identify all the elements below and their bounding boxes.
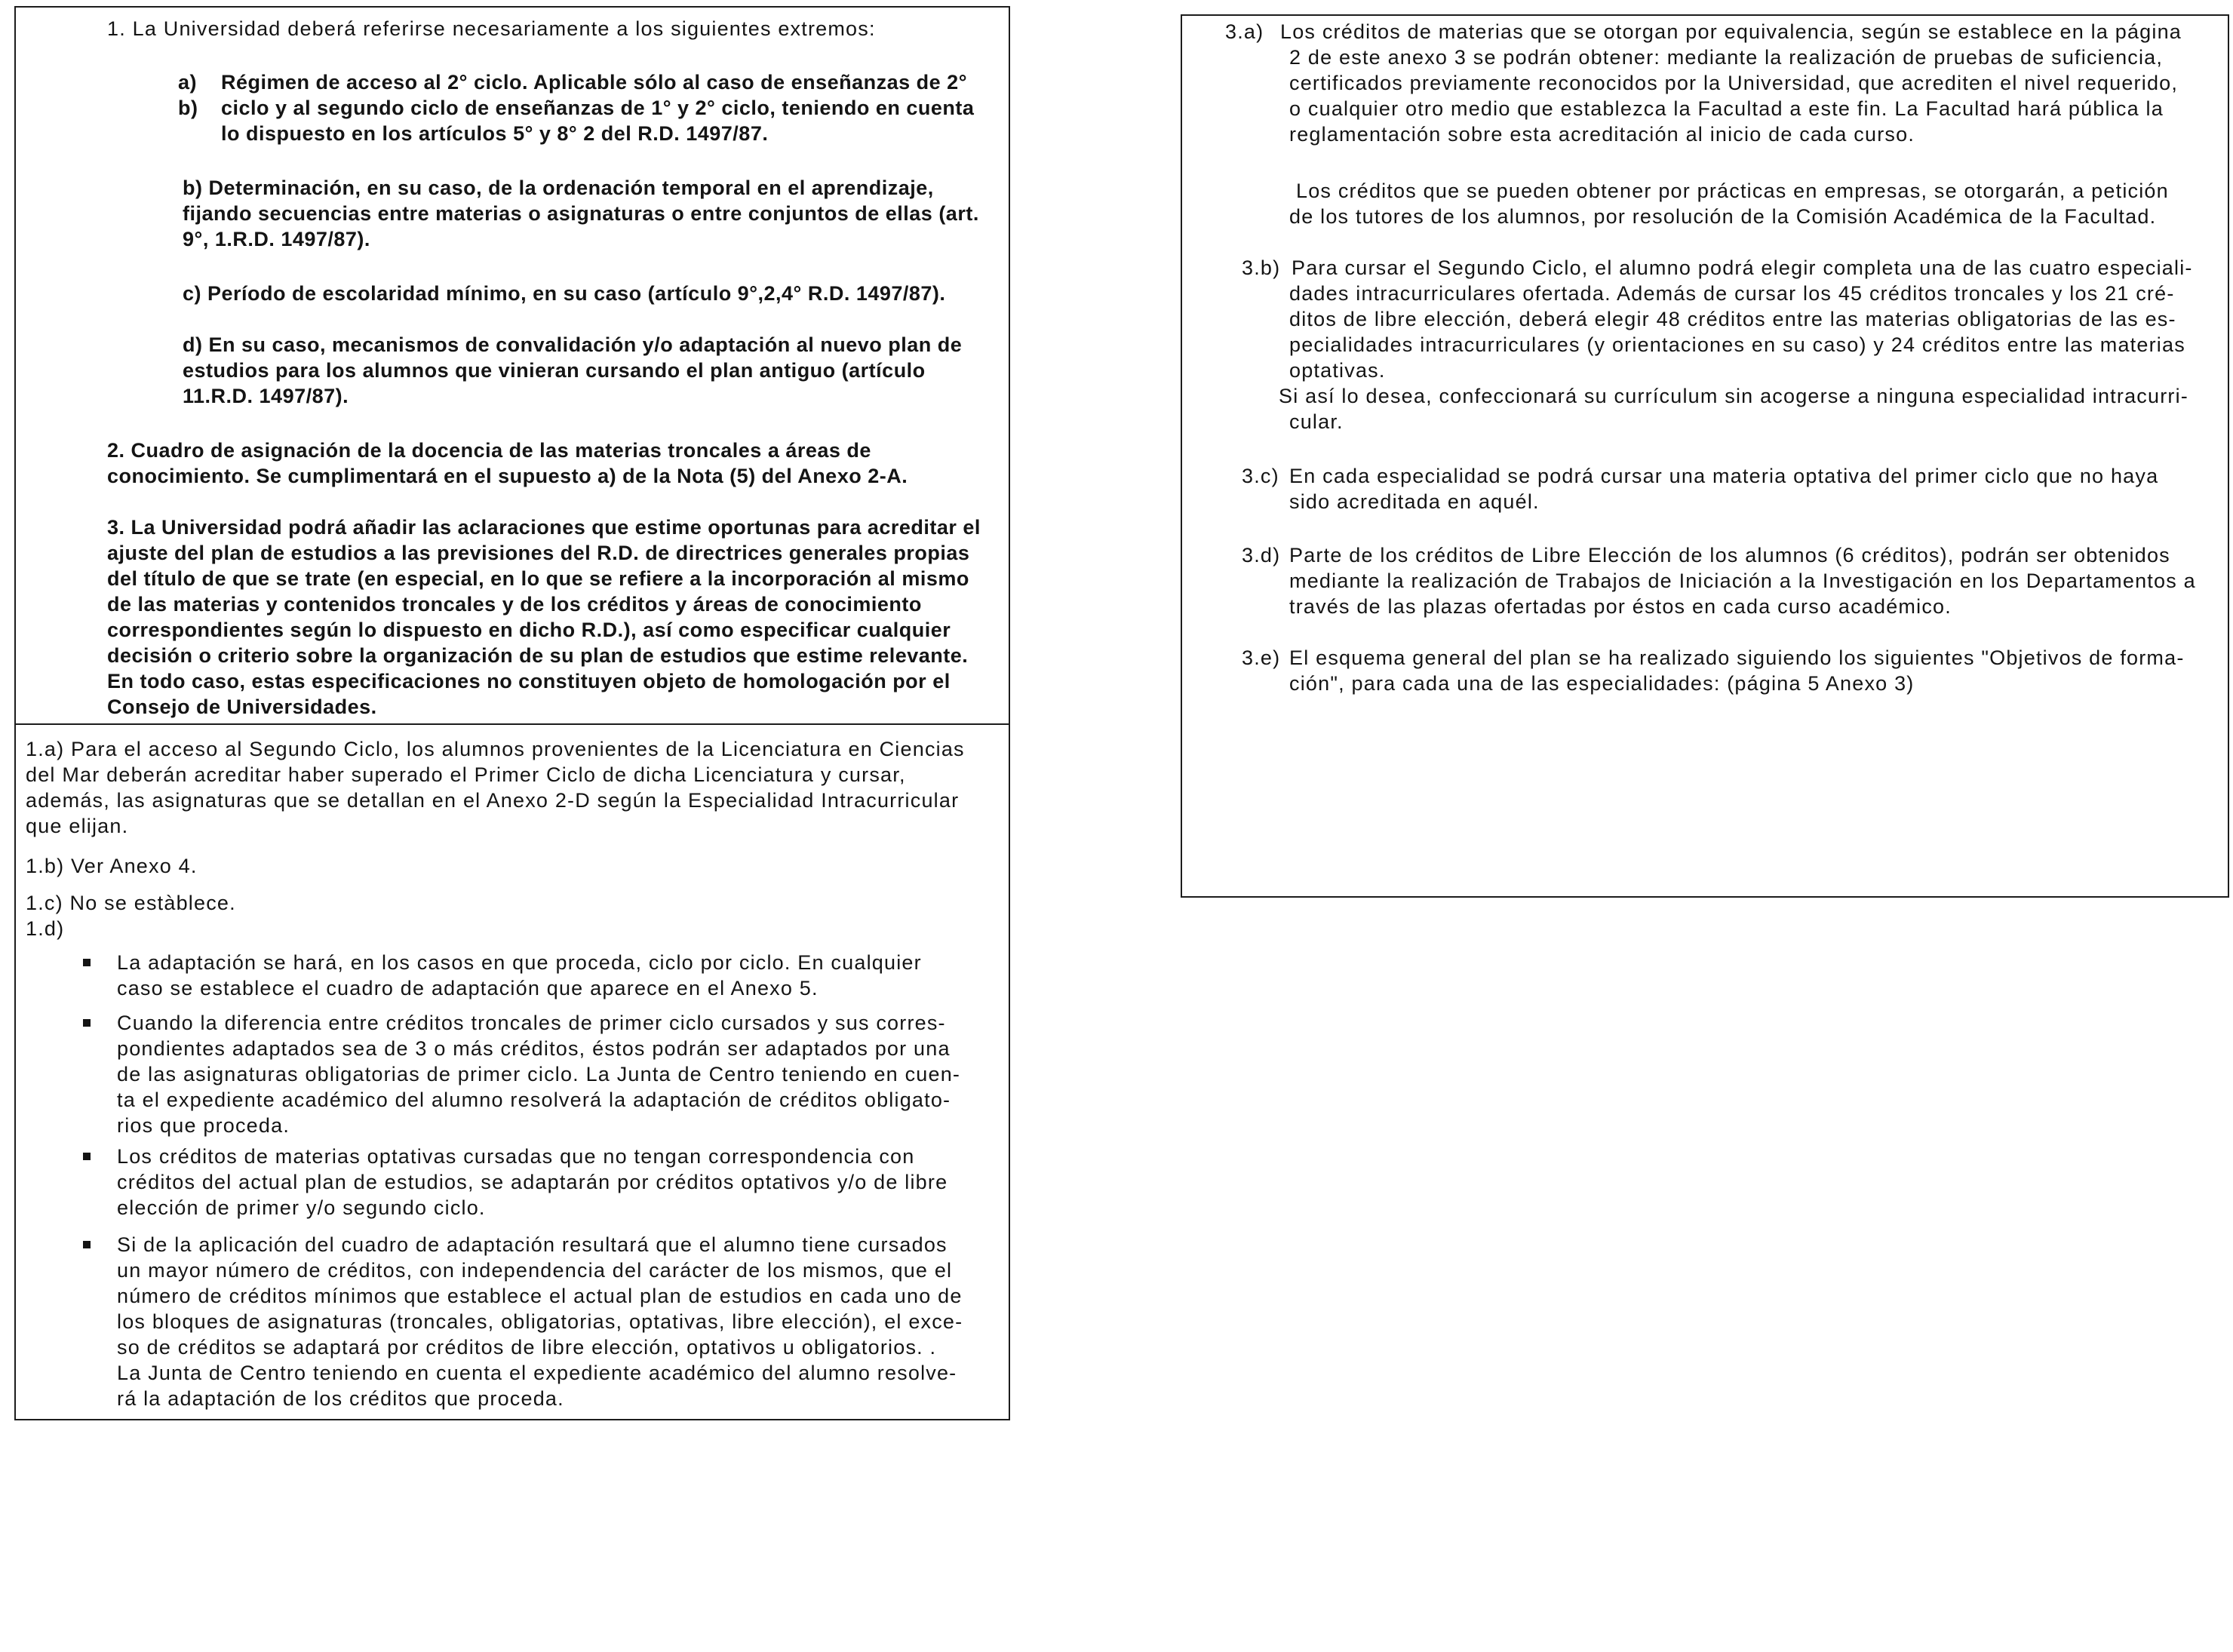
item-3a-text [1280, 19, 2182, 147]
text-line: dades intracurriculares ofertada. Además de cursar los 45 créditos troncales y los 21 cré- [1289, 282, 2175, 305]
item-3e-label: 3.e) [1242, 646, 1281, 669]
text-line: rá la adaptación de los créditos que proceda. [117, 1387, 564, 1410]
text-line: En cada especialidad se podrá cursar una materia optativa del primer ciclo que no haya [1289, 465, 2159, 487]
text-line: certificados previamente reconocidos por la Universidad, que acrediten el nivel requerido, [1289, 72, 2179, 94]
text-line: correspondientes según lo dispuesto en dicho R.D.), así como especificar cualquier [107, 619, 951, 641]
text-line: sido acreditada en aquél. [1289, 490, 1540, 513]
bullet-text [117, 1144, 948, 1221]
text-line: Los créditos que se pueden obtener por prácticas en empresas, se otorgarán, a petición [1296, 180, 2169, 202]
text-line: los bloques de asignaturas (troncales, obligatorias, optativas, libre elección), el exce- [117, 1310, 963, 1333]
item-3d-label: 3.d) [1242, 544, 1281, 567]
item-3-paragraph [107, 514, 981, 720]
text-line: decisión o criterio sobre la organización de su plan de estudios que estime relevante. [107, 644, 969, 667]
text-line: del Mar deberán acreditar haber superado el Primer Ciclo de dicha Licenciatura y cursar, [26, 763, 906, 786]
text-line: créditos del actual plan de estudios, se adaptarán por créditos optativos y/o de libre [117, 1171, 948, 1193]
item-2-paragraph [107, 438, 908, 489]
text-line: Los créditos de materias optativas cursadas que no tengan correspondencia con [117, 1145, 915, 1168]
text-line: de las materias y contenidos troncales y de los créditos y áreas de conocimiento [107, 593, 922, 616]
item-3e-text [1289, 645, 2185, 696]
text-line: 1.a) Para el acceso al Segundo Ciclo, los alumnos provenientes de la Licenciatura en Ciencias [26, 738, 965, 760]
item-3b-extra [1279, 383, 2188, 434]
text-line: 3. La Universidad podrá añadir las aclaraciones que estime oportunas para acreditar el [107, 516, 981, 539]
item-ab-labels [178, 69, 198, 121]
item-3a-label: 3.a) [1225, 20, 1264, 43]
item-1b-line: 1.b) Ver Anexo 4. [26, 855, 198, 877]
bullet-square-icon [83, 959, 91, 966]
text-line: de los tutores de los alumnos, por resolución de la Comisión Académica de la Facultad. [1289, 205, 2157, 228]
text-line: En todo caso, estas especificaciones no constituyen objeto de homologación por el [107, 670, 951, 692]
bullet-square-icon [83, 1019, 91, 1027]
text-line: del título de que se trate (en especial, en lo que se refiere a la incorporación al mismo [107, 567, 969, 590]
text-line: Para cursar el Segundo Ciclo, el alumno podrá elegir completa una de las cuatro especiali- [1292, 256, 2193, 279]
text-line: Si de la aplicación del cuadro de adaptación resultará que el alumno tiene cursados [117, 1233, 948, 1256]
text-line: 2 de este anexo 3 se podrán obtener: mediante la realización de pruebas de suficiencia, [1289, 46, 2164, 69]
text-line: 2. Cuadro de asignación de la docencia de las materias troncales a áreas de [107, 439, 871, 462]
text-line: 9°, 1.R.D. 1497/87). [183, 228, 370, 250]
text-line: rios que proceda. [117, 1114, 290, 1137]
bullet-text [117, 950, 922, 1001]
item-b-label: b) [178, 97, 198, 119]
item-d-paragraph [183, 332, 962, 409]
text-line: El esquema general del plan se ha realizado siguiendo los siguientes "Objetivos de forma- [1289, 646, 2185, 669]
bullet-text [117, 1010, 960, 1138]
text-line: ditos de libre elección, deberá elegir 48 créditos entre las materias obligatorias de las es- [1289, 308, 2176, 330]
item-ab-text [221, 69, 974, 146]
text-line: ta el expediente académico del alumno resolverá la adaptación de créditos obligato- [117, 1089, 951, 1111]
text-line: ciclo y al segundo ciclo de enseñanzas de 1° y 2° ciclo, teniendo en cuenta [221, 97, 975, 119]
text-line: La adaptación se hará, en los casos en que proceda, ciclo por ciclo. En cualquier [117, 951, 922, 974]
text-line: estudios para los alumnos que vinieran cursando el plan antiguo (artículo [183, 359, 926, 382]
text-line: elección de primer y/o segundo ciclo. [117, 1196, 486, 1219]
text-line: conocimiento. Se cumplimentará en el supuesto a) de la Nota (5) del Anexo 2-A. [107, 465, 908, 487]
item-3c-text [1289, 463, 2158, 514]
bullet-square-icon [83, 1153, 91, 1160]
text-line: un mayor número de créditos, con independencia del carácter de los mismos, que el [117, 1259, 953, 1282]
text-line: o cualquier otro medio que establezca la Facultad a este fin. La Facultad hará pública la [1289, 97, 2164, 120]
text-line: Régimen de acceso al 2° ciclo. Aplicable sólo al caso de enseñanzas de 2° [221, 71, 967, 94]
text-line: fijando secuencias entre materias o asignaturas o entre conjuntos de ellas (art. [183, 202, 979, 225]
text-line: 11.R.D. 1497/87). [183, 385, 349, 407]
text-line: Consejo de Universidades. [107, 695, 377, 718]
text-line: reglamentación sobre esta acreditación al inicio de cada curso. [1289, 123, 1915, 146]
text-line: Cuando la diferencia entre créditos troncales de primer ciclo cursados y sus corres- [117, 1012, 946, 1034]
text-line: La Junta de Centro teniendo en cuenta el expediente académico del alumno resolve- [117, 1362, 957, 1384]
text-line: Si así lo desea, confeccionará su currículum sin acogerse a ninguna especialidad intracurri- [1279, 385, 2188, 407]
text-line: cular. [1289, 410, 1344, 433]
item-1d-heading: 1.d) [26, 917, 65, 940]
text-line: Parte de los créditos de Libre Elección de los alumnos (6 créditos), podrán ser obtenidos [1289, 544, 2170, 567]
text-line: optativas. [1289, 359, 1386, 382]
text-line: caso se establece el cuadro de adaptación que aparece en el Anexo 5. [117, 977, 819, 999]
text-line: b) Determinación, en su caso, de la ordenación temporal en el aprendizaje, [183, 177, 934, 199]
text-line: mediante la realización de Trabajos de Iniciación a la Investigación en los Departamentos a [1289, 570, 2196, 592]
text-line: Los créditos de materias que se otorgan por equivalencia, según se establece en la página [1280, 20, 2182, 43]
text-line: d) En su caso, mecanismos de convalidación y/o adaptación al nuevo plan de [183, 333, 963, 356]
item-3b-label: 3.b) [1242, 256, 1281, 279]
text-line: so de créditos se adaptará por créditos de libre elección, optativos u obligatorios. . [117, 1336, 937, 1359]
text-line: lo dispuesto en los artículos 5° y 8° 2 del R.D. 1497/87. [221, 122, 769, 145]
item-c-paragraph [183, 281, 945, 306]
text-line: través de las plazas ofertadas por éstos en cada curso académico. [1289, 595, 1952, 618]
text-line: número de créditos mínimos que establece el actual plan de estudios en cada uno de [117, 1285, 963, 1307]
text-line: pecialidades intracurriculares (y orientaciones en su caso) y 24 créditos entre las materias [1289, 333, 2185, 356]
intro-line: 1. La Universidad deberá referirse necesariamente a los siguientes extremos: [107, 17, 876, 40]
text-line: pondientes adaptados sea de 3 o más créditos, éstos podrán ser adaptados por una [117, 1037, 951, 1060]
text-line: de las asignaturas obligatorias de primer ciclo. La Junta de Centro teniendo en cuen- [117, 1063, 961, 1085]
text-line: ción", para cada una de las especialidades: (página 5 Anexo 3) [1289, 672, 1915, 695]
bullet-text [117, 1232, 963, 1411]
item-3d-text [1289, 542, 2196, 619]
text-line: ajuste del plan de estudios a las previsiones del R.D. de directrices generales propias [107, 542, 970, 564]
item-b-paragraph [183, 175, 979, 252]
text-line: c) Período de escolaridad mínimo, en su caso (artículo 9°,2,4° R.D. 1497/87). [183, 282, 946, 305]
text-line: que elijan. [26, 815, 129, 837]
text-line: además, las asignaturas que se detallan en el Anexo 2-D según la Especialidad Intracurricular [26, 789, 960, 812]
practicas-note [1289, 178, 2169, 229]
item-3c-label: 3.c) [1242, 465, 1279, 487]
item-3b-text [1289, 255, 2193, 383]
item-a-label: a) [178, 71, 198, 94]
item-1a-paragraph [26, 736, 965, 839]
item-1c-line: 1.c) No se estàblece. [26, 892, 236, 914]
bullet-square-icon [83, 1241, 91, 1248]
